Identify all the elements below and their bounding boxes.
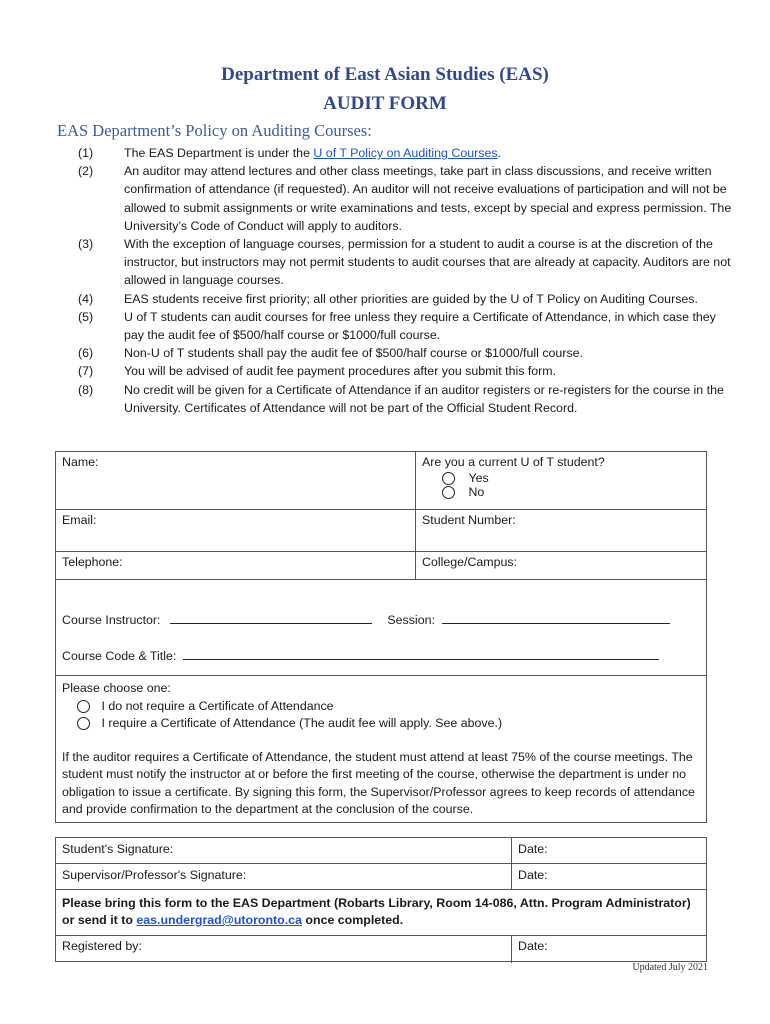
policy-heading: EAS Department’s Policy on Auditing Courses: xyxy=(57,121,372,140)
student-date-field[interactable]: Date: xyxy=(518,842,548,856)
email-link[interactable]: eas.undergrad@utoronto.ca xyxy=(136,913,302,927)
registered-date-field[interactable]: Date: xyxy=(518,939,548,953)
certificate-note: If the auditor requires a Certificate of Attendance, the student must attend at least 75% of the course meetings. The student must notify the instructor at or before the first meeting of the course, otherwise the department is under no obligation to issue a certificate. By signing this form, the Supervisor/Professor agrees to keep records of attendance and provide confirmation to the department at the conclusion of the course. xyxy=(62,749,695,816)
policy-item-4: (4) EAS students receive first priority; all other priorities are guided by the U of T Policy on Auditing Courses. xyxy=(78,291,698,306)
instructor-input[interactable] xyxy=(170,612,372,624)
yes-label: Yes xyxy=(468,471,489,485)
choose-label: Please choose one: xyxy=(62,681,171,695)
signature-table xyxy=(55,837,707,962)
no-certificate-label: I do not require a Certificate of Attendance xyxy=(101,698,334,713)
policy-item-1: (1) The EAS Department is under the U of T Policy on Auditing Courses. xyxy=(78,146,501,160)
student-signature-field[interactable]: Student's Signature: xyxy=(62,842,174,856)
certificate-label: I require a Certificate of Attendance (The audit fee will apply. See above.) xyxy=(101,716,503,730)
email-field[interactable]: Email: xyxy=(62,513,97,527)
student-number-field[interactable]: Student Number: xyxy=(422,513,516,527)
policy-item-3: (3) With the exception of language courses, permission for a student to audit a course is at the discretion of the instructor, but instructors may not permit students to audit courses that are already at capacity. Auditors are not allowed in language courses. xyxy=(78,237,731,288)
policy-item-2: (2) An auditor may attend lectures and other class meetings, take part in class discussions, and receive written confirmation of attendance (if requested). An auditor will not receive evaluations of participation and will not be allowed to submit assignments or write examinations and tests, except by special and express permission. The University’s Code of Conduct will apply to auditors. xyxy=(78,164,732,233)
instructor-label: Course Instructor: xyxy=(62,613,161,627)
updated-date: Updated July 2021 xyxy=(632,962,708,973)
policy-item-5: (5) U of T students can audit courses for free unless they require a Certificate of Attendance, in which case they pay the audit fee of $500/half course or $1000/full course. xyxy=(78,309,716,343)
telephone-field[interactable]: Telephone: xyxy=(62,555,123,569)
applicant-form xyxy=(55,451,707,823)
form-subtitle: AUDIT FORM xyxy=(323,93,447,114)
course-label: Course Code & Title: xyxy=(62,649,177,663)
student-question: Are you a current U of T student? xyxy=(422,455,605,469)
policy-list xyxy=(78,144,738,417)
yes-radio[interactable] xyxy=(442,472,455,485)
registered-by-field[interactable]: Registered by: xyxy=(62,939,142,953)
session-input[interactable] xyxy=(442,612,670,624)
college-field[interactable]: College/Campus: xyxy=(422,555,518,569)
supervisor-date-field[interactable]: Date: xyxy=(518,868,548,882)
student-status-field xyxy=(416,452,706,509)
certificate-radio[interactable] xyxy=(77,717,90,730)
policy-link[interactable]: U of T Policy on Auditing Courses xyxy=(313,146,498,160)
course-input[interactable] xyxy=(183,648,659,660)
no-certificate-radio[interactable] xyxy=(77,700,90,713)
policy-item-8: (8) No credit will be given for a Certificate of Attendance if an auditor registers or re-registers for the course in the University. Certificates of Attendance will not be part of the Official Student Record. xyxy=(78,382,724,415)
course-row xyxy=(56,645,706,666)
submission-instructions: Please bring this form to the EAS Department (Robarts Library, Room 14-086, Attn. Program Administrator) or send it to eas.undergrad@utoronto.ca once completed. xyxy=(62,896,691,927)
supervisor-signature-field[interactable]: Supervisor/Professor's Signature: xyxy=(62,868,247,882)
policy-item-6: (6) Non-U of T students shall pay the audit fee of $500/half course or $1000/full course. xyxy=(78,346,583,361)
certificate-choice xyxy=(56,677,706,822)
instructor-session-row xyxy=(56,609,706,630)
page-title: Department of East Asian Studies (EAS) xyxy=(221,64,549,85)
name-field[interactable]: Name: xyxy=(62,455,99,469)
session-label: Session: xyxy=(387,613,435,627)
policy-item-7: (7) You will be advised of audit fee payment procedures after you submit this form. xyxy=(78,364,557,379)
no-radio[interactable] xyxy=(442,486,455,499)
no-label: No xyxy=(468,485,485,500)
